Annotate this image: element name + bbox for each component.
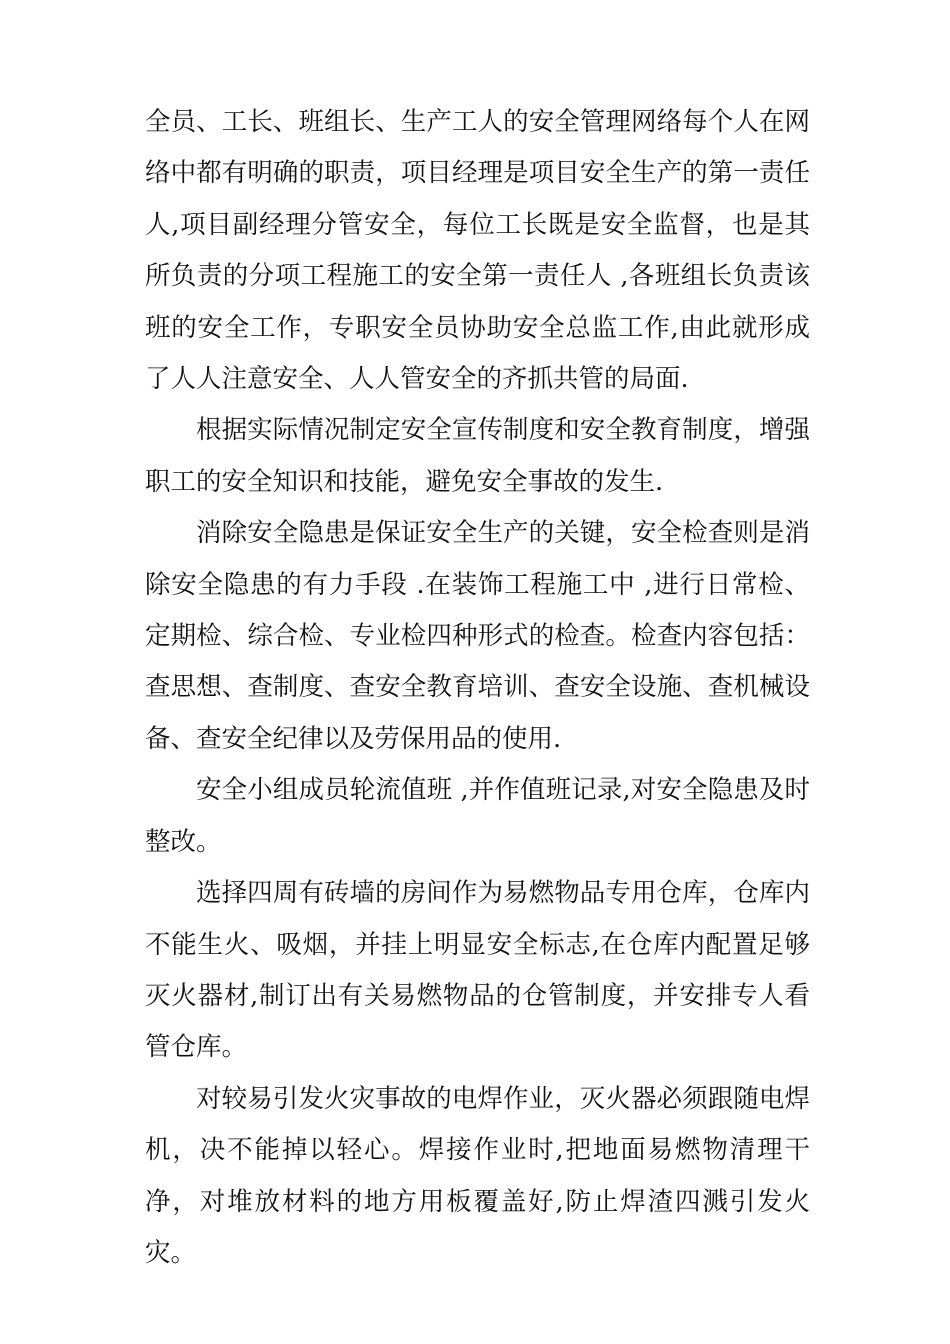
paragraph-safety-education: 根据实际情况制定安全宣传制度和安全教育制度，增强职工的安全知识和技能，避免安全事故的发生. [145, 415, 810, 497]
paragraph-welding-fire-safety: 对较易引发火灾事故的电焊作业，灭火器必须跟随电焊机，决不能掉以轻心。焊接作业时,把地面易燃物清理干净，对堆放材料的地方用板覆盖好,防止焊渣四溅引发火灾。 [145, 1083, 810, 1268]
document-page [145, 97, 810, 1279]
paragraph-flammable-storage: 选择四周有砖墙的房间作为易燃物品专用仓库，仓库内不能生火、吸烟，并挂上明显安全标志,在仓库内配置足够灭火器材,制订出有关易燃物品的仓管制度，并安排专人看管仓库。 [145, 878, 810, 1063]
paragraph-safety-network: 全员、工长、班组长、生产工人的安全管理网络每个人在网络中都有明确的职责，项目经理是项目安全生产的第一责任人,项目副经理分管安全，每位工长既是安全监督，也是其所负责的分项工程施工的安全第一责任人 ,各班组长负责该班的安全工作，专职安全员协助安全总监工作,由此就形成了人人注意安全、人人管安全的齐抓共管的局面. [145, 107, 810, 395]
paragraph-duty-roster: 安全小组成员轮流值班 ,并作值班记录,对安全隐患及时整改。 [145, 775, 810, 857]
paragraph-safety-inspection: 消除安全隐患是保证安全生产的关键，安全检查则是消除安全隐患的有力手段 .在装饰工程施工中 ,进行日常检、定期检、综合检、专业检四种形式的检查。检查内容包括：查思想、查制度、查安全教育培训、查安全设施、查机械设备、查安全纪律以及劳保用品的使用. [145, 518, 810, 754]
